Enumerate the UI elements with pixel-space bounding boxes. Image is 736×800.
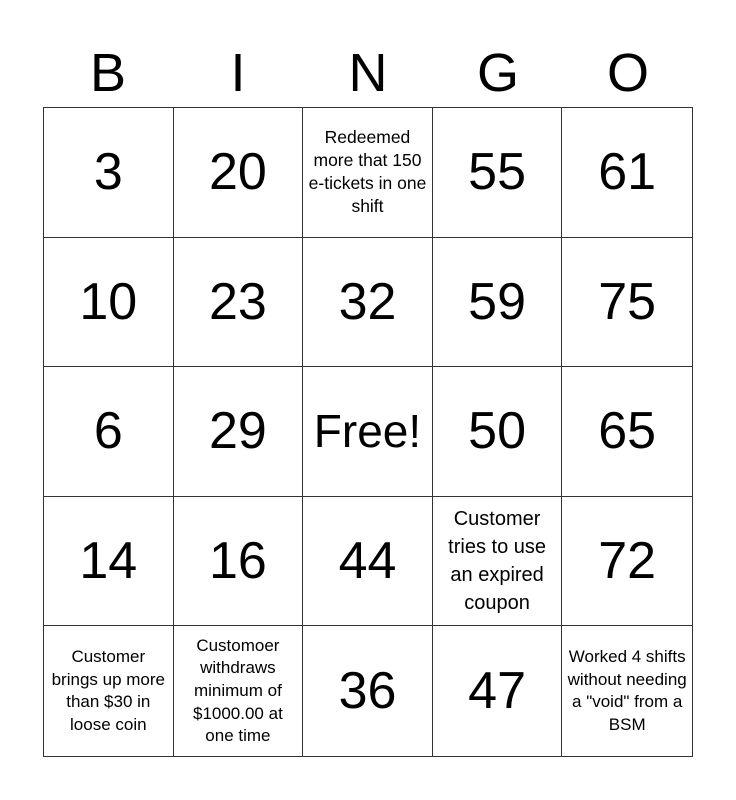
bingo-cell[interactable]: 72 (562, 497, 692, 627)
header-letter-i: I (230, 43, 246, 103)
bingo-cell[interactable]: 59 (433, 238, 563, 368)
bingo-cell[interactable]: 14 (44, 497, 174, 627)
bingo-header (43, 40, 693, 106)
bingo-cell[interactable]: 47 (433, 626, 563, 756)
bingo-cell[interactable]: 61 (562, 108, 692, 238)
header-letter-g: G (476, 43, 519, 103)
bingo-cell[interactable]: Customoer withdraws minimum of $1000.00 at one time (174, 626, 304, 756)
header-letter-b: B (89, 43, 127, 103)
bingo-cell[interactable]: 55 (433, 108, 563, 238)
bingo-cell[interactable]: 3 (44, 108, 174, 238)
bingo-cell[interactable]: 6 (44, 367, 174, 497)
bingo-cell[interactable]: 10 (44, 238, 174, 368)
bingo-cell[interactable]: Customer brings up more than $30 in loose coin (44, 626, 174, 756)
bingo-cell[interactable]: Worked 4 shifts without needing a "void" from a BSM (567, 646, 687, 734)
bingo-cell[interactable]: Redeemed more that 150 e-tickets in one shift (303, 108, 433, 238)
bingo-cell[interactable]: 32 (303, 238, 433, 368)
bingo-cell[interactable]: 50 (433, 367, 563, 497)
free-space-cell[interactable]: Free! (303, 367, 433, 497)
bingo-cell[interactable]: 20 (174, 108, 304, 238)
bingo-cell[interactable]: 65 (562, 367, 692, 497)
bingo-cell[interactable]: 36 (303, 626, 433, 756)
bingo-cell[interactable]: 29 (174, 367, 304, 497)
bingo-cell[interactable]: 23 (174, 238, 304, 368)
bingo-grid (43, 107, 693, 757)
bingo-cell[interactable]: 75 (562, 238, 692, 368)
header-letter-o: O (606, 43, 649, 103)
header-letter-n: N (348, 43, 388, 103)
bingo-cell[interactable]: 44 (303, 497, 433, 627)
bingo-cell[interactable]: Customer tries to use an expired coupon (433, 497, 563, 627)
bingo-cell[interactable]: 16 (174, 497, 304, 627)
